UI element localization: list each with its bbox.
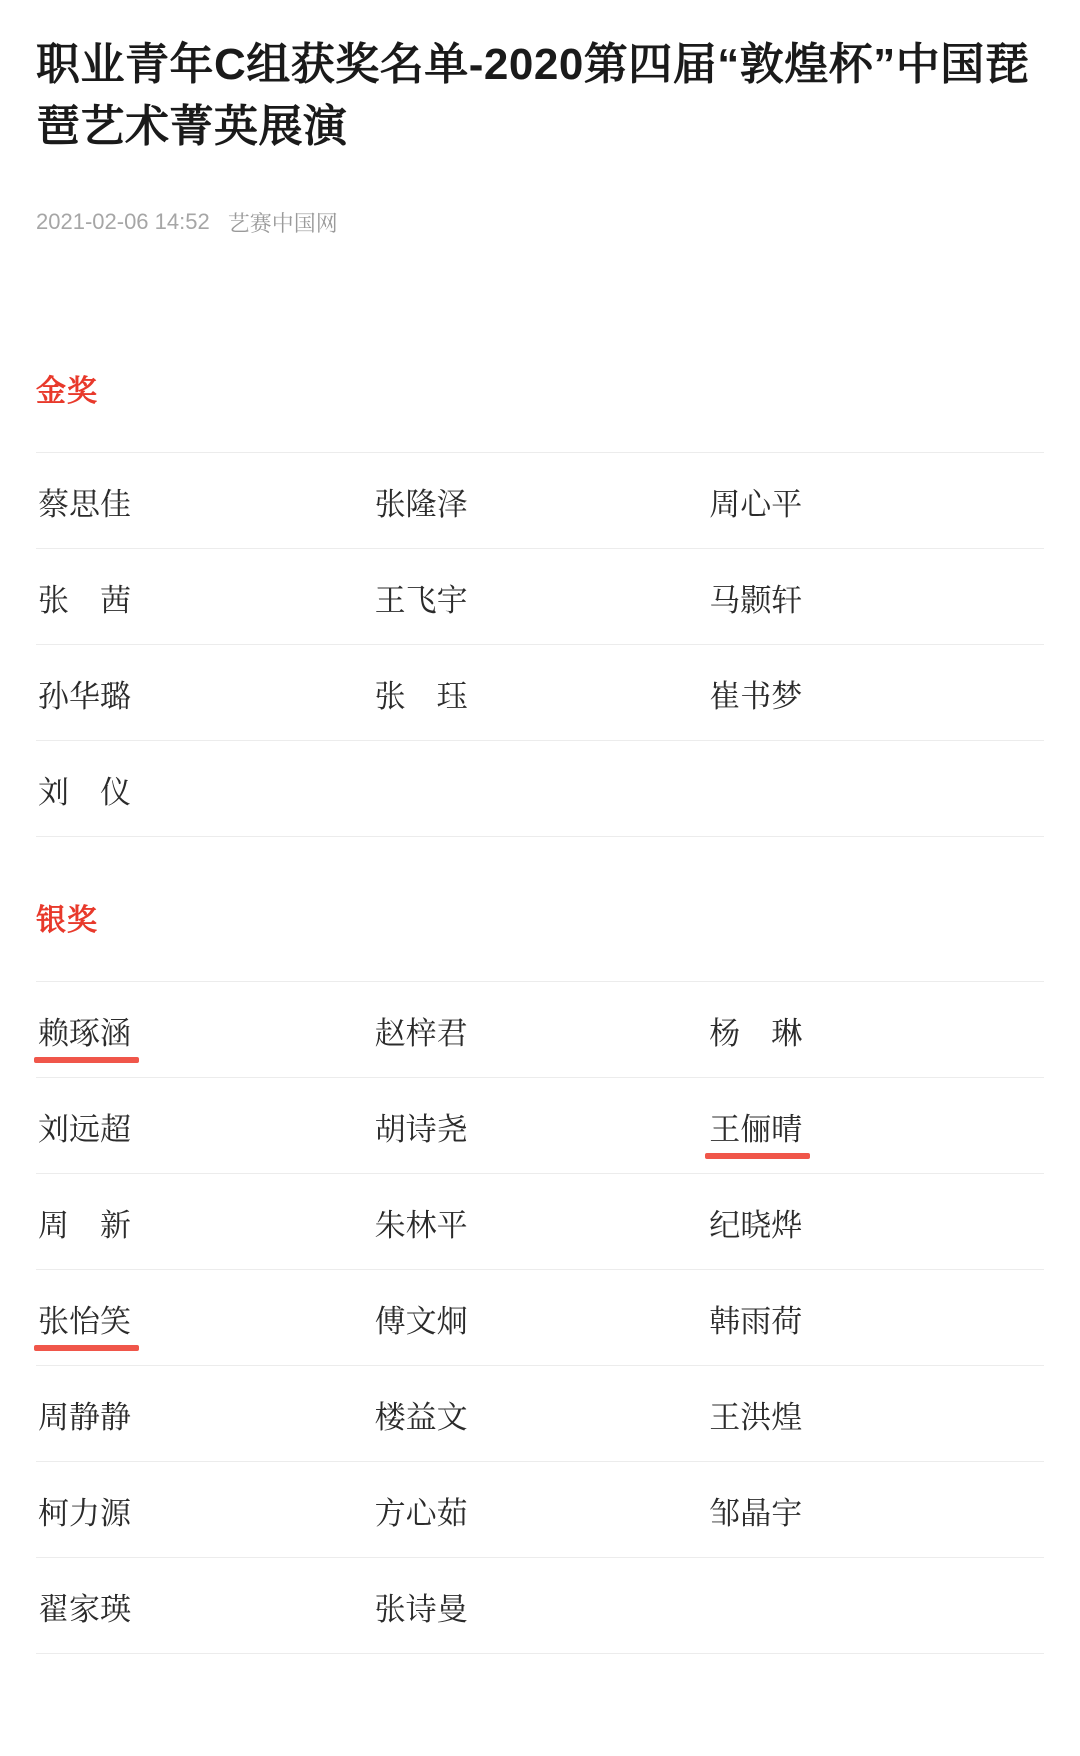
table-row bbox=[36, 1557, 1044, 1653]
winner-name-cell bbox=[369, 1365, 702, 1461]
winner-name-cell bbox=[369, 1269, 702, 1365]
winner-name: 楼益文 bbox=[374, 1399, 468, 1435]
winner-name-cell bbox=[369, 452, 702, 548]
table-row bbox=[36, 1365, 1044, 1461]
table-row bbox=[36, 981, 1044, 1077]
winner-name-cell bbox=[701, 1365, 1044, 1461]
winner-name-cell bbox=[701, 1077, 1044, 1173]
winner-name-cell bbox=[36, 1269, 369, 1365]
winner-name: 刘远超 bbox=[38, 1111, 131, 1147]
winner-name-cell bbox=[369, 1557, 702, 1653]
table-row bbox=[36, 1173, 1044, 1269]
winner-name: 邹晶宇 bbox=[709, 1495, 803, 1531]
winner-name-cell bbox=[701, 1269, 1044, 1365]
winner-name-cell bbox=[369, 1173, 702, 1269]
winner-name-cell bbox=[369, 548, 702, 644]
winner-name-cell bbox=[369, 644, 702, 740]
winner-name: 柯力源 bbox=[38, 1495, 131, 1531]
publish-date: 2021-02-06 14:52 bbox=[36, 209, 210, 235]
winner-name: 傅文炯 bbox=[374, 1303, 468, 1339]
winner-name: 周 新 bbox=[38, 1207, 131, 1243]
winner-name: 刘 仪 bbox=[38, 774, 131, 810]
winner-name-cell bbox=[701, 644, 1044, 740]
table-row bbox=[36, 1269, 1044, 1365]
winner-name-cell bbox=[36, 1461, 369, 1557]
award-table-gold bbox=[36, 452, 1044, 837]
award-table-silver bbox=[36, 981, 1044, 1654]
winner-name: 张 珏 bbox=[374, 678, 468, 714]
section-heading-gold: 金奖 bbox=[36, 374, 98, 408]
table-row bbox=[36, 548, 1044, 644]
section-silver bbox=[36, 895, 1044, 1654]
winner-name-cell bbox=[701, 452, 1044, 548]
table-row bbox=[36, 644, 1044, 740]
empty-cell bbox=[701, 1557, 1044, 1653]
winner-name: 周心平 bbox=[709, 486, 803, 522]
award-table-silver-body bbox=[36, 981, 1044, 1653]
winner-name-cell bbox=[36, 548, 369, 644]
winner-name-cell bbox=[369, 1461, 702, 1557]
winner-name-cell bbox=[36, 740, 369, 836]
winner-name: 方心茹 bbox=[374, 1495, 468, 1531]
table-row bbox=[36, 452, 1044, 548]
winner-name: 韩雨荷 bbox=[709, 1303, 803, 1339]
winner-name: 朱林平 bbox=[374, 1207, 468, 1243]
table-row bbox=[36, 1077, 1044, 1173]
winner-name: 马颢轩 bbox=[709, 582, 803, 618]
winner-name-cell bbox=[701, 981, 1044, 1077]
winner-name: 赵梓君 bbox=[374, 1015, 468, 1051]
winner-name: 胡诗尧 bbox=[374, 1111, 468, 1147]
winner-name: 周静静 bbox=[38, 1399, 131, 1435]
award-table-gold-body bbox=[36, 452, 1044, 836]
winner-name-cell bbox=[369, 981, 702, 1077]
winner-name-cell bbox=[36, 452, 369, 548]
winner-name-cell bbox=[701, 1461, 1044, 1557]
winner-name-cell bbox=[701, 1173, 1044, 1269]
empty-cell bbox=[701, 740, 1044, 836]
winner-name: 张怡笑 bbox=[38, 1296, 131, 1341]
publish-source: 艺赛中国网 bbox=[227, 210, 338, 236]
winner-name: 张诗曼 bbox=[374, 1591, 468, 1627]
winner-name: 纪晓烨 bbox=[709, 1207, 803, 1243]
winner-name: 崔书梦 bbox=[709, 678, 803, 714]
winner-name: 王飞宇 bbox=[374, 582, 468, 618]
winner-name: 王洪煌 bbox=[709, 1399, 803, 1435]
bottom-spacer bbox=[36, 1654, 1044, 1694]
winner-name-cell bbox=[36, 1077, 369, 1173]
winner-name: 孙华璐 bbox=[38, 678, 131, 714]
winner-name-cell bbox=[36, 1173, 369, 1269]
winner-name-cell bbox=[36, 644, 369, 740]
winner-name: 翟家瑛 bbox=[38, 1591, 131, 1627]
empty-cell bbox=[369, 740, 702, 836]
winner-name-cell bbox=[369, 1077, 702, 1173]
winner-name: 张 茜 bbox=[38, 582, 131, 618]
article-meta bbox=[36, 207, 1044, 238]
winner-name-cell bbox=[36, 981, 369, 1077]
winner-name: 赖琢涵 bbox=[38, 1008, 131, 1053]
table-row bbox=[36, 1461, 1044, 1557]
winner-name-cell bbox=[36, 1557, 369, 1653]
page-title: 职业青年C组获奖名单-2020第四届“敦煌杯”中国琵琶艺术菁英展演 bbox=[36, 40, 1030, 152]
winner-name: 蔡思佳 bbox=[38, 486, 131, 522]
section-gold bbox=[36, 366, 1044, 837]
winner-name: 张隆泽 bbox=[374, 486, 468, 522]
winner-name-cell bbox=[701, 548, 1044, 644]
winner-name: 王俪晴 bbox=[709, 1104, 802, 1149]
section-heading-silver: 银奖 bbox=[36, 903, 98, 937]
winner-name: 杨 琳 bbox=[709, 1015, 803, 1051]
winner-name-cell bbox=[36, 1365, 369, 1461]
table-row bbox=[36, 740, 1044, 836]
